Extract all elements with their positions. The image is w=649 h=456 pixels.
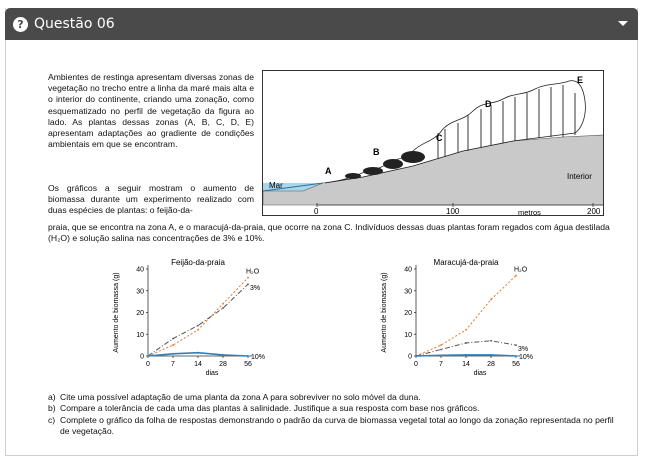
y-tick-label: 30 xyxy=(136,288,144,296)
series-point-h2o xyxy=(490,299,492,301)
series-point-10% xyxy=(222,354,224,356)
question-label: b) xyxy=(48,403,56,414)
series-point-3% xyxy=(465,342,467,344)
question-title: Questão 06 xyxy=(34,16,115,32)
y-tick-label: 0 xyxy=(140,353,144,361)
zone-label-d: D xyxy=(485,99,492,109)
chart-maracuja-svg xyxy=(378,257,548,381)
intro-paragraph-1: Ambientes de restinga apresentam diversas zonas de vegetação no trecho entre a linha da maré mais alta e o interior do continente, criando uma zonação, como esquematizado no perfil de vegetação da figura ao lado. As plantas dessas zonas (A, B, C, D, E) apresentam adaptações ao gradiente de condições ambientais em que se encontram. xyxy=(48,72,254,150)
x-tick-label: 28 xyxy=(487,361,495,368)
chart-title: Feijão-da-praia xyxy=(171,258,225,267)
y-tick-label: 30 xyxy=(404,288,412,296)
question-item-c xyxy=(48,415,618,438)
chevron-down-icon[interactable] xyxy=(618,21,628,26)
series-point-10% xyxy=(465,354,467,356)
vegetation-profile-figure xyxy=(262,70,604,216)
series-label-3%: 3% xyxy=(518,346,529,354)
profile-tick-0: 0 xyxy=(314,207,319,216)
question-list xyxy=(48,392,618,438)
question-item-a xyxy=(48,392,618,403)
y-tick-label: 10 xyxy=(404,331,412,339)
series-point-10% xyxy=(197,352,199,354)
series-label-h2o: H₂O xyxy=(246,268,260,276)
series-label-10%: 10% xyxy=(251,354,266,361)
question-text: Complete o gráfico da folha de respostas demonstrando o padrão da curva de biomassa vegetal total ao longo da zonação representada no perfil de vegetação. xyxy=(60,414,614,437)
interior-label: Interior xyxy=(567,172,592,181)
intro-paragraph-2b: praia, que se encontra na zona A, e o maracujá-da-praia, que ocorre na zona C. Indivíduos dessas duas plantas foram regados com água destilada (H₂O) e solução salina nas concentrações de 3% e 10%. xyxy=(48,222,610,244)
y-tick-label: 20 xyxy=(404,310,412,317)
x-tick-label: 0 xyxy=(414,361,418,368)
question-text: Cite uma possível adaptação de uma planta da zona A para sobreviver no solo móvel da duna. xyxy=(60,392,421,402)
series-point-h2o xyxy=(465,329,467,331)
sea-label: Mar xyxy=(269,181,283,190)
question-text: Compare a tolerância de cada uma das plantas à salinidade. Justifique a sua resposta com base nos gráficos. xyxy=(60,403,480,414)
series-label-h2o: H₂O xyxy=(514,266,528,274)
x-axis-label: dias xyxy=(473,370,487,377)
x-tick-label: 56 xyxy=(244,361,252,368)
x-tick-label: 14 xyxy=(462,361,470,368)
x-tick-label: 7 xyxy=(171,361,175,368)
y-tick-label: 40 xyxy=(404,266,412,274)
series-point-10% xyxy=(147,355,149,357)
zone-label-e: E xyxy=(577,75,584,85)
series-point-3% xyxy=(490,340,492,342)
zone-label-a: A xyxy=(325,166,332,176)
y-axis-label: Aumento de biomassa (g) xyxy=(381,272,388,353)
series-point-3% xyxy=(222,307,224,309)
chart-feijao-svg xyxy=(110,257,280,381)
y-tick-label: 20 xyxy=(136,310,144,317)
series-point-h2o xyxy=(197,329,199,331)
x-tick-label: 56 xyxy=(512,361,520,368)
profile-unit: metros xyxy=(518,208,541,216)
series-point-3% xyxy=(247,283,249,285)
y-tick-label: 40 xyxy=(136,266,144,274)
series-label-10%: 10% xyxy=(519,354,534,361)
series-point-3% xyxy=(440,349,442,351)
profile-tick-200: 200 xyxy=(587,207,601,216)
x-tick-label: 14 xyxy=(194,361,202,368)
series-point-h2o xyxy=(222,303,224,305)
series-point-3% xyxy=(197,325,199,327)
question-label: a) xyxy=(48,392,56,402)
zone-label-c: C xyxy=(436,133,443,143)
series-point-10% xyxy=(247,355,249,357)
series-point-h2o xyxy=(247,277,249,279)
series-label-3%: 3% xyxy=(250,285,261,293)
series-point-10% xyxy=(172,353,174,355)
question-label: c) xyxy=(48,414,56,425)
series-point-10% xyxy=(490,354,492,356)
series-point-10% xyxy=(515,355,517,357)
chart-maracuja xyxy=(378,257,548,381)
zone-label-b: B xyxy=(373,147,380,157)
question-header[interactable] xyxy=(5,8,638,40)
x-tick-label: 0 xyxy=(146,361,150,368)
series-line-h2o xyxy=(148,278,248,356)
series-point-h2o xyxy=(172,344,174,346)
x-axis-label: dias xyxy=(205,370,219,377)
x-tick-label: 7 xyxy=(439,361,443,368)
series-line-h2o xyxy=(416,276,516,356)
y-axis-label: Aumento de biomassa (g) xyxy=(113,272,120,353)
y-tick-label: 0 xyxy=(408,353,412,361)
question-item-b xyxy=(48,403,618,414)
series-line-3% xyxy=(148,284,248,356)
series-point-10% xyxy=(440,354,442,356)
series-point-h2o xyxy=(440,344,442,346)
vegetation-profile-svg xyxy=(263,71,604,216)
chart-title: Maracujá-da-praia xyxy=(433,258,499,267)
series-point-10% xyxy=(415,355,417,357)
y-tick-label: 10 xyxy=(136,331,144,339)
series-point-h2o xyxy=(515,275,517,277)
chart-feijao xyxy=(110,257,280,381)
series-point-3% xyxy=(172,338,174,340)
x-tick-label: 28 xyxy=(219,361,227,368)
series-point-3% xyxy=(515,344,517,346)
intro-paragraph-2a: Os gráficos a seguir mostram o aumento de biomassa durante um experimento realizado com duas espécies de plantas: o feijão-da- xyxy=(48,183,254,216)
question-circle-icon: ? xyxy=(13,17,28,32)
profile-tick-100: 100 xyxy=(446,207,460,216)
